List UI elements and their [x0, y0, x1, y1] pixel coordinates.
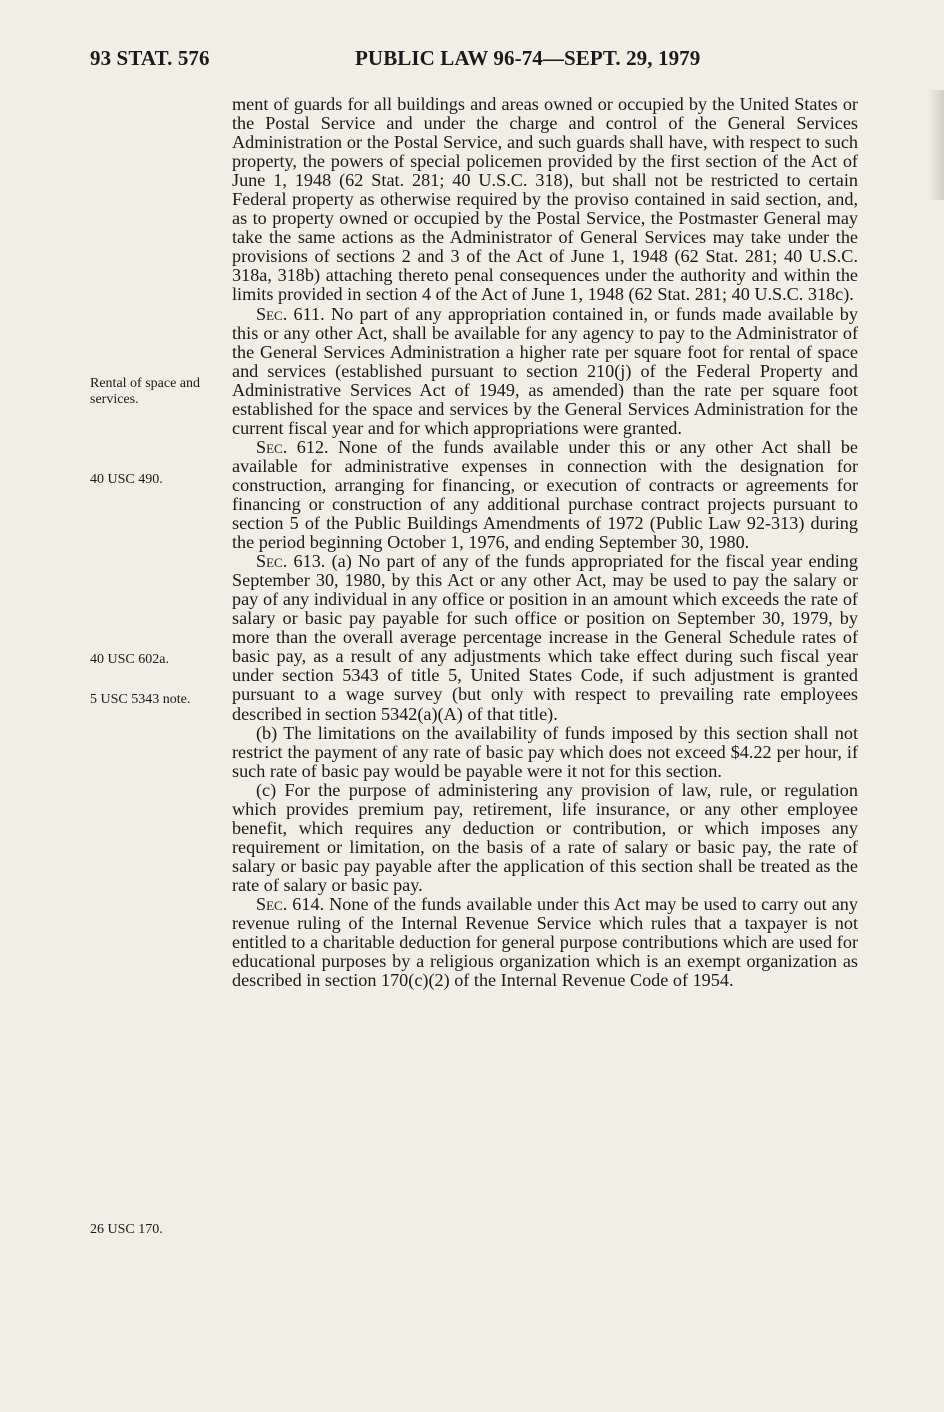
page-header	[90, 46, 860, 76]
section-614	[232, 895, 858, 990]
section-612-label: Sec. 612.	[256, 436, 329, 457]
paragraph-guards-continued: ment of guards for all buildings and areas owned or occupied by the United States or the Postal Service and under the charge and control of the General Services Administration or the Postal Service, and such guards shall have, with respect to such property, the powers of special policemen provided by the first section of the Act of June 1, 1948 (62 Stat. 281; 40 U.S.C. 318), but shall not be restricted to certain Federal property as otherwise required by the proviso contained in said section, and, as to property owned or occupied by the Postal Service, the Postmaster General may take the same actions as the Administrator of General Services may take under the provisions of sections 2 and 3 of the Act of June 1, 1948 (62 Stat. 281; 40 U.S.C. 318a, 318b) attaching thereto penal consequences under the authority and within the limits provided in section 4 of the Act of June 1, 1948 (62 Stat. 281; 40 U.S.C. 318c).	[232, 94, 858, 305]
margin-note-5-usc-5343: 5 USC 5343 note.	[90, 692, 191, 707]
section-613-a-text: (a) No part of any of the funds appropriated for the fiscal year ending September 30, 1980, by this Act or any other Act, may be used to pay the salary or pay of any individual in any office or position in an amount which exceeds the rate of salary or basic pay payable for such office or position on September 30, 1979, by more than the overall average percentage increase in the General Schedule rates of basic pay, as a result of any adjustments which take effect during such fiscal year under section 5343 of title 5, United States Code, if such adjustment is granted pursuant to a wage survey (but only with respect to prevailing rate employees described in section 5342(a)(A) of that title).	[232, 551, 858, 724]
section-613-c: (c) For the purpose of administering any provision of law, rule, or regulation which provides premium pay, retirement, life insurance, or any other employee benefit, which requires any deduction or contribution, or which imposes any requirement or limitation, on the basis of a rate of salary or basic pay, the rate of salary or basic pay payable after the application of this section shall be treated as the rate of salary or basic pay.	[232, 779, 858, 895]
margin-note-26-usc-170: 26 USC 170.	[90, 1222, 163, 1237]
section-613-label: Sec. 613.	[256, 551, 326, 572]
section-614-text: None of the funds available under this Act may be used to carry out any revenue ruling of the Internal Revenue Service which rules that a taxpayer is not entitled to a charitable deduction for general purpose contributions which are used for educational purposes by a religious organization which is an exempt organization as described in section 170(c)(2) of the Internal Revenue Code of 1954.	[232, 893, 858, 991]
section-613-b: (b) The limitations on the availability of funds imposed by this section shall not restrict the payment of any rate of basic pay which does not exceed $4.22 per hour, if such rate of basic pay would be payable were it not for this section.	[232, 722, 858, 781]
margin-note-rental: Rental of space and services.	[90, 376, 201, 407]
margin-note-40-usc-490: 40 USC 490.	[90, 472, 163, 487]
stat-page-number: 93 STAT. 576	[90, 46, 210, 70]
section-611	[232, 305, 858, 438]
section-611-label: Sec. 611.	[256, 303, 325, 324]
section-613	[232, 552, 858, 723]
section-614-label: Sec. 614.	[256, 893, 325, 914]
document-body	[232, 95, 858, 990]
margin-note-40-usc-602a: 40 USC 602a.	[90, 652, 169, 667]
law-title: PUBLIC LAW 96-74—SEPT. 29, 1979	[355, 46, 701, 70]
section-611-text: No part of any appropriation contained in, or funds made available by this or any other Act, shall be available for any agency to pay to the Administrator of the General Services Administration a higher rate per square foot for rental of space and services (established pursuant to section 210(j) of the Federal Property and Administrative Services Act of 1949, as amended) than the rate per square foot established for the space and services by the General Services Administration for the current fiscal year and for which appropriations were granted.	[232, 303, 858, 438]
section-612	[232, 438, 858, 552]
page-edge-shadow	[928, 90, 944, 200]
section-612-text: None of the funds available under this or any other Act shall be available for administrative expenses in connection with the designation for construction, arranging for financing, or execution of contracts or agreements for financing or construction of any additional purchase contract projects pursuant to section 5 of the Public Buildings Amendments of 1972 (Public Law 92-313) during the period beginning October 1, 1976, and ending September 30, 1980.	[232, 436, 858, 553]
